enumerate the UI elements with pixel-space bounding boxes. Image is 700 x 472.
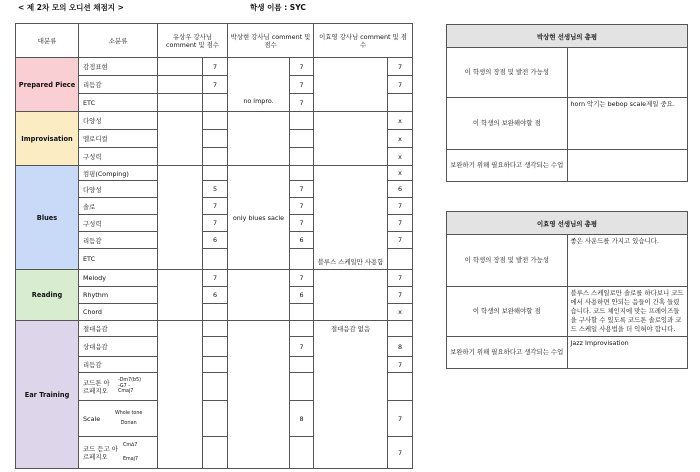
sub-detail: Emaj7 xyxy=(123,456,139,462)
class-label: 보완하기 위해 필요하다고 생각되는 수업 xyxy=(447,150,568,182)
category-blues xyxy=(16,166,79,270)
strengths-label: 이 학생의 장점 및 발전 가능성 xyxy=(447,48,568,98)
score-cell xyxy=(203,249,228,270)
score-cell: 7 xyxy=(290,94,314,112)
class-value: Jazz Improvisation xyxy=(567,337,688,369)
score-cell xyxy=(290,321,314,337)
score-cell: 7 xyxy=(203,76,228,94)
category-ear-training xyxy=(16,321,79,469)
header-teacher-1: 유상우 강사님 comment 및 점수 xyxy=(158,24,228,58)
score-cell: 6 xyxy=(203,232,228,249)
sub-detail: Whole tone xyxy=(115,410,143,416)
comment-cell xyxy=(314,58,388,112)
category-label: Improvisation xyxy=(21,134,73,143)
sub-chord-listen-arpeggio xyxy=(79,437,158,469)
review-lee-table xyxy=(446,211,688,369)
improve-label: 이 학생의 보완해야할 점 xyxy=(447,287,568,337)
comment-cell: 블루스 스케일만 사용함 xyxy=(314,166,388,270)
sub-label: 코드톤 아르페지오 xyxy=(83,378,110,395)
score-cell: 8 xyxy=(388,337,413,357)
score-cell: 7 xyxy=(203,198,228,215)
score-cell: x xyxy=(388,304,413,321)
score-cell: 7 xyxy=(388,357,413,373)
header-category: 대분류 xyxy=(16,24,79,58)
score-cell: x xyxy=(388,130,413,148)
score-cell: 7 xyxy=(203,270,228,287)
category-label: Blues xyxy=(36,213,58,222)
sub-comping: 컴핑(Comping) xyxy=(79,166,158,181)
sub-relative-pitch: 상대음감 xyxy=(79,337,158,357)
review-park-table xyxy=(446,24,688,182)
sub-chord: Chord xyxy=(79,304,158,321)
category-prepared-piece xyxy=(16,58,79,112)
score-cell: 7 xyxy=(388,198,413,215)
score-cell: 7 xyxy=(388,270,413,287)
class-value xyxy=(567,150,688,182)
score-cell xyxy=(388,321,413,337)
score-cell xyxy=(203,357,228,373)
sub-perfect-pitch: 절대음감 xyxy=(79,321,158,337)
sheet-title: < 제 2차 모의 오디션 채점지 > xyxy=(18,3,124,12)
score-cell xyxy=(203,373,228,401)
comment-cell xyxy=(158,76,203,94)
comment-cell xyxy=(158,112,203,166)
improve-value: 블루스 스케일로만 솔로를 하다보니 코드에서 사용하면 안되는 음들이 간혹 들렸습니다. 코드 체인지에 맞는 프레이즈들을 구사할 수 있도록 코드톤 솔로잉과 코드 스케일 사용법을 더 익혀야 합니다. xyxy=(567,287,688,337)
score-cell xyxy=(203,148,228,166)
comment-cell xyxy=(158,321,203,469)
score-cell: x xyxy=(388,112,413,130)
comment-cell: 절대음감 없음 xyxy=(314,321,388,469)
score-cell: 7 xyxy=(290,181,314,198)
review-title: 이효영 선생님의 총평 xyxy=(447,212,688,235)
score-cell: 6 xyxy=(388,181,413,198)
sub-structure: 구성력 xyxy=(79,215,158,232)
sub-variety: 다양성 xyxy=(79,112,158,130)
score-cell xyxy=(290,166,314,181)
score-cell: 7 xyxy=(388,232,413,249)
score-cell: 7 xyxy=(290,270,314,287)
comment-cell xyxy=(158,58,203,76)
score-cell: 6 xyxy=(203,287,228,304)
comment-cell xyxy=(158,166,203,270)
score-cell: 7 xyxy=(290,76,314,94)
score-cell xyxy=(203,304,228,321)
sub-etc: ETC xyxy=(79,249,158,270)
class-label: 보완하기 위해 필요하다고 생각되는 수업 xyxy=(447,337,568,369)
comment-cell xyxy=(228,112,290,166)
comment-cell xyxy=(158,94,203,112)
score-cell: x xyxy=(388,166,413,181)
category-label: Ear Training xyxy=(24,390,70,399)
score-cell: 7 xyxy=(388,287,413,304)
score-cell xyxy=(290,148,314,166)
category-reading xyxy=(16,270,79,321)
score-cell: 6 xyxy=(290,287,314,304)
improve-value: horn 악기는 bebop scale제일 중요. xyxy=(567,98,688,150)
score-cell: 8 xyxy=(290,401,314,437)
sub-etc: ETC xyxy=(79,94,158,112)
sub-rhythm: Rhythm xyxy=(79,287,158,304)
score-cell: 7 xyxy=(388,437,413,469)
sub-scale xyxy=(79,401,158,437)
score-cell: 6 xyxy=(290,232,314,249)
strengths-value xyxy=(567,48,688,98)
score-cell: 7 xyxy=(290,215,314,232)
comment-cell xyxy=(228,321,290,469)
category-improvisation xyxy=(16,112,79,166)
review-title: 박상현 선생님의 총평 xyxy=(447,25,688,48)
comment-cell xyxy=(158,270,203,321)
score-cell xyxy=(290,130,314,148)
sub-rhythm: 리듬감 xyxy=(79,76,158,94)
score-cell xyxy=(203,94,228,112)
sub-label: 코드 듣고 아르페지오 xyxy=(83,444,118,461)
score-cell xyxy=(388,373,413,401)
comment-cell xyxy=(314,112,388,166)
score-cell: 7 xyxy=(203,215,228,232)
score-cell: 7 xyxy=(388,215,413,232)
sub-chord-tone-arpeggio xyxy=(79,373,158,401)
comment-cell xyxy=(314,270,388,321)
sub-rhythm: 리듬감 xyxy=(79,357,158,373)
score-cell: 7 xyxy=(388,58,413,76)
strengths-value: 좋은 사운드를 가지고 있습니다. xyxy=(567,235,688,287)
header-teacher-2: 박상현 강사님 comment 및 점수 xyxy=(228,24,314,58)
sub-detail: Dorian xyxy=(120,420,137,426)
score-cell xyxy=(203,401,228,437)
category-label: Reading xyxy=(31,291,63,299)
score-cell xyxy=(388,249,413,270)
score-cell: x xyxy=(388,148,413,166)
score-cell xyxy=(203,337,228,357)
sub-rhythm: 리듬감 xyxy=(79,232,158,249)
score-cell xyxy=(203,437,228,469)
sub-detail: -Dm7(b5) -G7 -Cmaj7 xyxy=(118,378,141,395)
score-cell xyxy=(290,249,314,270)
comment-cell: only blues sacle xyxy=(228,166,290,270)
student-name: 학생 이름 : SYC xyxy=(250,3,306,12)
strengths-label: 이 학생의 장점 및 발전 가능성 xyxy=(447,235,568,287)
sub-melody: Melody xyxy=(79,270,158,287)
comment-cell: no impro. xyxy=(228,58,290,112)
score-cell: 7 xyxy=(290,58,314,76)
sub-solo: 솔로 xyxy=(79,198,158,215)
score-cell: 7 xyxy=(290,337,314,357)
score-cell: 7 xyxy=(290,198,314,215)
category-label: Prepared Piece xyxy=(18,80,76,89)
score-table xyxy=(15,23,413,469)
score-cell xyxy=(290,437,314,469)
sub-label: Scale xyxy=(83,414,101,423)
sub-expression: 감정표현 xyxy=(79,58,158,76)
sub-detail: Cm∆7 xyxy=(123,442,138,448)
score-cell xyxy=(388,94,413,112)
score-cell xyxy=(290,112,314,130)
header-teacher-3: 이효영 강사님 comment 및 점수 xyxy=(314,24,413,58)
sub-variety: 다양성 xyxy=(79,181,158,198)
score-cell xyxy=(203,130,228,148)
score-cell xyxy=(203,321,228,337)
score-cell: 5 xyxy=(203,181,228,198)
score-cell xyxy=(203,166,228,181)
comment-cell xyxy=(228,270,290,321)
improve-label: 이 학생의 보완해야할 점 xyxy=(447,98,568,150)
score-cell: 7 xyxy=(388,76,413,94)
sub-structure: 구성력 xyxy=(79,148,158,166)
score-cell xyxy=(290,373,314,401)
header-subcategory: 소분류 xyxy=(79,24,158,58)
sub-melodic: 멜로디컬 xyxy=(79,130,158,148)
score-cell xyxy=(290,357,314,373)
score-cell xyxy=(290,304,314,321)
score-cell: 7 xyxy=(203,58,228,76)
score-cell: 7 xyxy=(388,401,413,437)
score-cell xyxy=(203,112,228,130)
